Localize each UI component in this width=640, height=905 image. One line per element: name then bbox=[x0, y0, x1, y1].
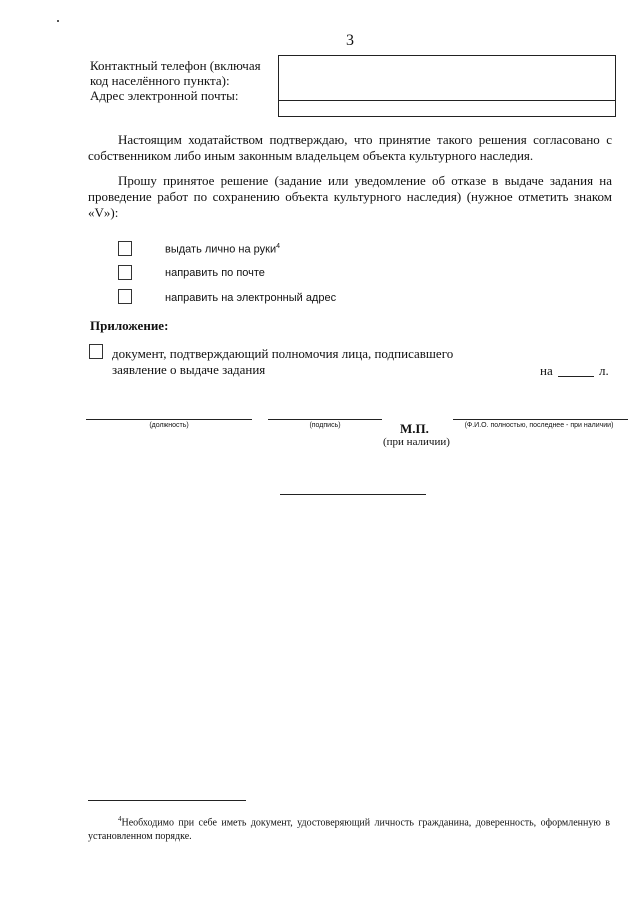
appendix-pages-field[interactable] bbox=[558, 376, 594, 377]
footnote-ref: 4 bbox=[276, 243, 281, 250]
email-field[interactable] bbox=[279, 101, 615, 116]
appendix-checkbox[interactable] bbox=[89, 344, 103, 359]
page-number: 3 bbox=[346, 32, 354, 49]
fio-line[interactable] bbox=[453, 419, 628, 420]
position-caption: (должность) bbox=[149, 422, 189, 429]
option-label-hand-delivery: выдать лично на руки$^4$ bbox=[165, 243, 281, 256]
phone-field[interactable] bbox=[279, 56, 615, 100]
appendix-title: Приложение: bbox=[90, 318, 169, 333]
scan-speck bbox=[57, 20, 59, 22]
option-label-email: направить на электронный адрес bbox=[165, 292, 337, 304]
footnote-number: 4 bbox=[118, 815, 122, 823]
option-label-post: направить по почте bbox=[165, 267, 265, 279]
appendix-item-line1: документ, подтверждающий полномочия лица, подписавшего bbox=[112, 346, 454, 361]
appendix-item-line2: заявление о выдаче задания bbox=[112, 362, 266, 377]
phone-label: Контактный телефон (включая код населённого пункта): bbox=[90, 58, 261, 88]
appendix-pages-suffix: л. bbox=[599, 363, 609, 378]
footnote bbox=[88, 812, 610, 844]
confirmation-paragraph: Настоящим ходатайством подтверждаю, что принятие такого решения согласовано с собственником либо иным законным владельцем объекта культурного наследия. bbox=[88, 132, 612, 163]
footnote-divider bbox=[88, 800, 246, 801]
fio-caption: (Ф.И.О. полностью, последнее - при наличии) bbox=[464, 422, 614, 429]
email-label: Адрес электронной почты: bbox=[90, 88, 239, 103]
contact-labels bbox=[90, 58, 270, 103]
footnote-text: Необходимо при себе иметь документ, удостоверяющий личность гражданина, доверенность, оформленную в установленном порядке. bbox=[88, 817, 610, 843]
position-line[interactable] bbox=[86, 419, 252, 420]
appendix-pages-prefix: на bbox=[540, 363, 553, 378]
signature-line[interactable] bbox=[268, 419, 382, 420]
option-checkbox-hand-delivery[interactable] bbox=[118, 241, 132, 256]
stamp-note: (при наличии) bbox=[383, 436, 450, 448]
signature-caption: (подпись) bbox=[309, 422, 341, 429]
request-paragraph: Прошу принятое решение (задание или уведомление об отказе в выдаче задания на проведение работ по сохранению объекта культурного наследия) (нужное отметить знаком «V»): bbox=[88, 173, 612, 220]
option-checkbox-email[interactable] bbox=[118, 289, 132, 304]
option-checkbox-post[interactable] bbox=[118, 265, 132, 280]
separator-line bbox=[280, 494, 426, 495]
stamp-label: М.П. bbox=[400, 421, 429, 436]
